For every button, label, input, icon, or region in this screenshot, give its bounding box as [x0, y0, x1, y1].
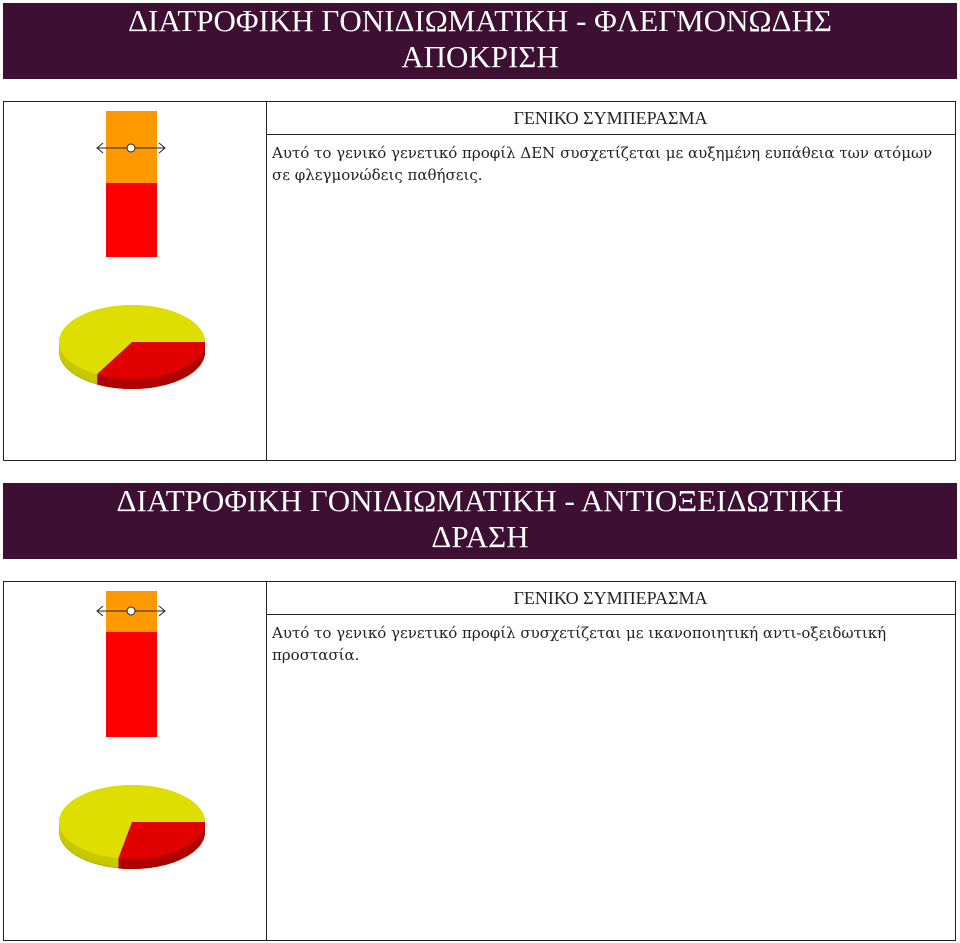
conclusion-text: Αυτό το γενικό γενετικό προφίλ ΔΕΝ συσχετίζεται με αυξημένη ευπάθεια των ατόμων σε φλεγμονώδεις παθήσεις.	[272, 144, 933, 184]
conclusion-heading: ΓΕΝΙΚΟ ΣΥΜΠΕΡΑΣΜΑ	[266, 102, 955, 135]
section-title-line1: ΔΙΑΤΡΟΦΙΚΗ ΓΟΝΙΔΙΩΜΑΤΙΚΗ - ΦΛΕΓΜΟΝΩΔΗΣ	[128, 3, 832, 38]
pie-chart-antioxidant	[52, 778, 212, 878]
gauge-red-segment	[106, 183, 157, 257]
gauge-bar-inflammatory	[106, 111, 157, 257]
gauge-marker-inflammatory	[91, 138, 171, 158]
section-title-inflammatory	[3, 3, 957, 79]
conclusion-heading: ΓΕΝΙΚΟ ΣΥΜΠΕΡΑΣΜΑ	[266, 582, 955, 615]
section-title-line2: ΔΡΑΣΗ	[431, 519, 529, 554]
conclusion-text: Αυτό το γενικό γενετικό προφίλ συσχετίζεται με ικανοποιητική αντι-οξειδωτική προστασία.	[272, 624, 887, 664]
gauge-red-segment	[106, 632, 157, 737]
marker-circle	[127, 144, 135, 152]
section-title-line2: ΑΠΟΚΡΙΣΗ	[401, 39, 559, 74]
section-title-antioxidant	[3, 483, 957, 559]
pie-slice-red	[118, 822, 205, 859]
pie-chart-inflammatory	[52, 298, 212, 398]
section-title-line1: ΔΙΑΤΡΟΦΙΚΗ ΓΟΝΙΔΙΩΜΑΤΙΚΗ - ΑΝΤΙΟΞΕΙΔΩΤΙΚΗ	[116, 483, 844, 518]
marker-circle	[127, 607, 135, 615]
gauge-marker-antioxidant	[91, 601, 171, 621]
